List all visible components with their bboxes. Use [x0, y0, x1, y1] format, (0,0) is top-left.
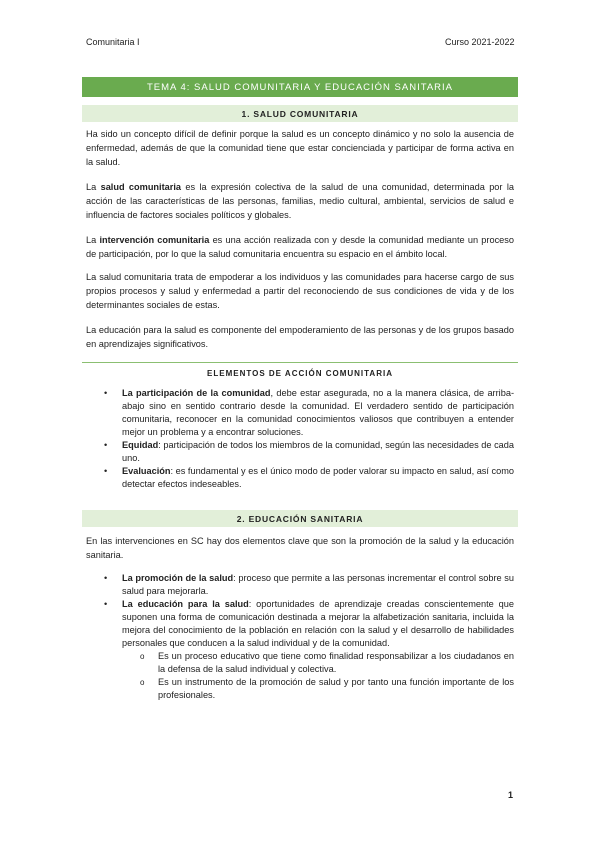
bullet-icon: • — [104, 573, 108, 583]
bullet-icon: • — [104, 388, 108, 398]
header-course: Curso 2021-2022 — [445, 37, 515, 47]
list-item-text: : oportunidades de aprendizaje creadas conscientemente que suponen una forma de comunicación destinada a mejorar la alfabetización sanitaria, incluida la mejora del conocimiento de la población en relación con la salud y el desarrollo de habilidades personales que conducen a la salud individual y de la comunidad. — [122, 599, 514, 648]
paragraph-salud-comunitaria — [86, 180, 514, 222]
list-item — [104, 439, 514, 465]
list-item — [104, 572, 514, 598]
text-fragment: es la expresión colectiva de la salud de una comunidad, determinada por la acción de las características de las personas, familias, medio cultural, ambiental, servicios de salud e influencia de factores sociales políticos y globales. — [86, 182, 514, 220]
bold-term: La educación para la salud — [122, 599, 249, 609]
paragraph-definicion: Ha sido un concepto difícil de definir porque la salud es un concepto dinámico y no solo la ausencia de enfermedad, además de que la comunidad tiene que estar concienciada y participar de forma activa en la salud. — [86, 129, 514, 167]
bold-term: La promoción de la salud — [122, 573, 234, 583]
circle-bullet-icon: o — [140, 678, 145, 687]
sub-list-item — [140, 650, 514, 676]
bold-term: Equidad — [122, 440, 159, 450]
bold-term: Evaluación — [122, 466, 171, 476]
sub-list-item-text: Es un proceso educativo que tiene como finalidad responsabilizar a los ciudadanos en la defensa de la salud individual y colectiva. — [158, 651, 514, 674]
list-item — [104, 465, 514, 491]
circle-bullet-icon: o — [140, 652, 145, 661]
divider-line — [82, 362, 518, 363]
elementos-list — [104, 387, 514, 491]
page-number: 1 — [508, 790, 514, 800]
text-fragment: La — [86, 235, 100, 245]
list-item-text: : es fundamental y es el único modo de poder valorar su impacto en salud, así como detectar efectos indeseables. — [122, 466, 514, 489]
paragraph-intervencion — [86, 233, 514, 261]
subheading-elementos: ELEMENTOS DE ACCIÓN COMUNITARIA — [207, 369, 393, 378]
header-subject: Comunitaria I — [86, 37, 140, 47]
sub-list — [122, 650, 514, 702]
paragraph-empoderar: La salud comunitaria trata de empoderar a los individuos y las comunidades para hacerse cargo de sus propios procesos y salud y enfermedad a partir del reconociendo de sus condiciones de vida y de los determinantes sociales de estas. — [86, 272, 514, 310]
text-fragment: La — [86, 182, 101, 192]
educacion-list — [104, 572, 514, 702]
section-heading-salud-comunitaria: 1. SALUD COMUNITARIA — [82, 105, 518, 122]
list-item-text: , debe estar asegurada, no a la manera clásica, de arriba-abajo sino en sentido contrario desde la comunidad. El verdadero sentido de participación comunitaria, reconocer en la comunidad conocimientos valiosos que contribuyen a entender mejor un problema y a encontrar soluciones. — [122, 388, 514, 437]
section-heading-educacion-sanitaria: 2. EDUCACIÓN SANITARIA — [82, 510, 518, 527]
text-fragment: es una acción realizada con y desde la comunidad mediante un proceso de participación, por lo que la salud comunitaria encuentra su espacio en el ámbito local. — [86, 235, 514, 259]
bold-term: La participación de la comunidad — [122, 388, 271, 398]
paragraph-educacion: La educación para la salud es componente del empoderamiento de las personas y de los grupos basado en aprendizajes significativos. — [86, 325, 514, 349]
list-item-text: : proceso que permite a las personas incrementar el control sobre su salud para mejorarla. — [122, 573, 515, 596]
list-item-text: : participación de todos los miembros de la comunidad, según las necesidades de cada uno. — [122, 440, 514, 463]
sub-list-item — [140, 676, 514, 702]
bullet-icon: • — [104, 599, 108, 609]
bold-term: intervención comunitaria — [99, 235, 210, 245]
bullet-icon: • — [104, 466, 108, 476]
sub-list-item-text: Es un instrumento de la promoción de salud y por tanto una función importante de los profesionales. — [158, 677, 514, 700]
list-item — [104, 598, 514, 702]
bullet-icon: • — [104, 440, 108, 450]
page-title: TEMA 4: SALUD COMUNITARIA Y EDUCACIÓN SANITARIA — [82, 77, 518, 97]
list-item — [104, 387, 514, 439]
bold-term: salud comunitaria — [100, 182, 182, 192]
paragraph-intro-sc: En las intervenciones en SC hay dos elementos clave que son la promoción de la salud y la educación sanitaria. — [86, 536, 514, 560]
